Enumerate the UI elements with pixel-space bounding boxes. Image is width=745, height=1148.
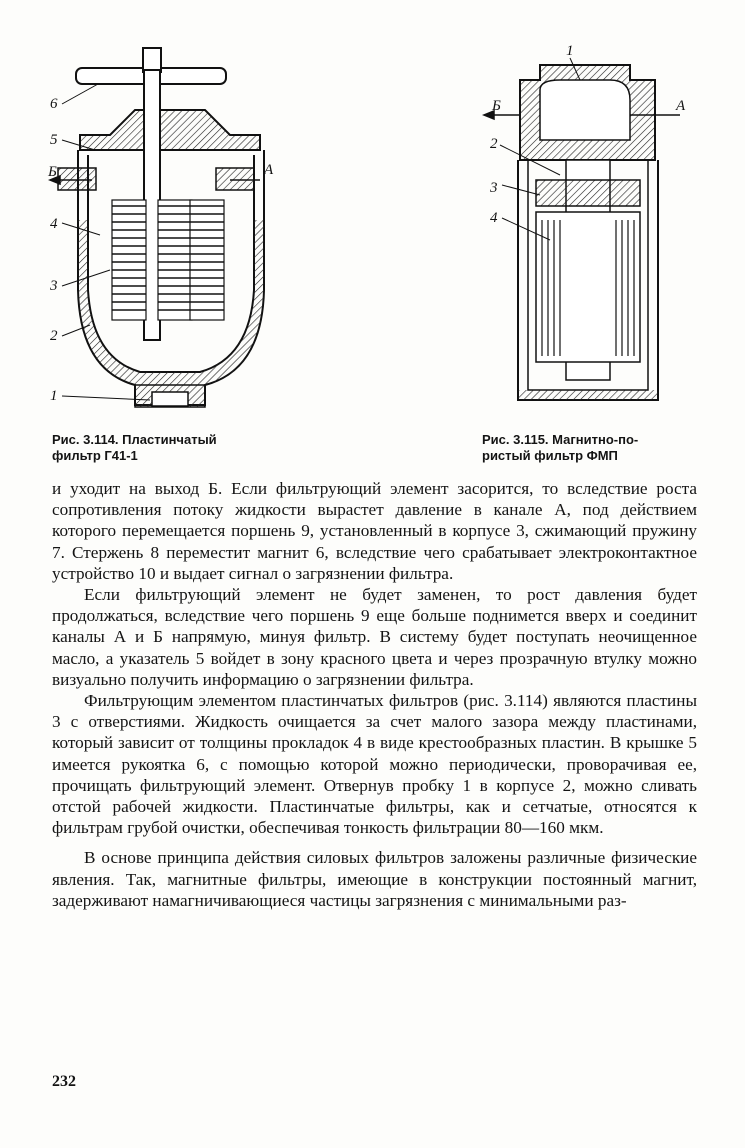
fig115-caption-line2: ристый фильтр ФМП: [482, 448, 618, 463]
fig115-label-a: А: [676, 98, 686, 114]
fig114-label-b: Б: [48, 164, 57, 180]
plate-filter-drawing: [40, 40, 300, 420]
fig114-label-1: 1: [50, 388, 58, 404]
fig115-caption-line1: Рис. 3.115. Магнитно-по-: [482, 432, 639, 447]
fig114-caption-line1: Рис. 3.114. Пластинчатый: [52, 432, 217, 447]
fig115-label-1: 1: [566, 43, 574, 59]
figure-3-115-caption: [482, 432, 638, 464]
fig114-label-6: 6: [50, 96, 58, 112]
fig115-label-4: 4: [490, 210, 498, 226]
body-text: [52, 478, 697, 911]
paragraph-2: Если фильтрующий элемент не будет заменен, то рост давления будет продолжаться, вследствие чего поршень 9 еще больше поднимется вверх и соединит каналы А и Б напрямую, минуя фильтр. В систему будет поступать неочищенное масло, а указатель 5 войдет в зону красного цвета и через прозрачную втулку можно визуально получить информацию о загрязнении фильтра.: [52, 585, 697, 689]
figure-3-114-caption: [52, 432, 217, 464]
figure-3-114: [40, 40, 300, 420]
fig114-label-2: 2: [50, 328, 58, 344]
page-number: 232: [52, 1073, 76, 1090]
magnetic-porous-filter-drawing: [480, 40, 695, 420]
paragraph-3: Фильтрующим элементом пластинчатых фильтров (рис. 3.114) являются пластины 3 с отверстиями. Жидкость очищается за счет малого зазора между пластинами, который зависит от толщины прокладок 4 в виде крестообразных пластин. В крышке 5 имеется рукоятка 6, с помощью которой можно периодически, проворачивая ее, прочищать фильтрующий элемент. Отвернув пробку 1 в корпусе 2, можно сливать отстой рабочей жидкости. Пластинчатые фильтры, как и сетчатые, относятся к фильтрам грубой очистки, обеспечивая тонкость фильтрации 80—160 мкм.: [52, 691, 697, 838]
fig114-label-5: 5: [50, 132, 58, 148]
fig114-label-3: 3: [50, 278, 58, 294]
fig114-caption-line2: фильтр Г41-1: [52, 448, 138, 463]
paragraph-1: и уходит на выход Б. Если фильтрующий элемент засорится, то вследствие роста сопротивления потоку жидкости вырастет давление в канале А, под действием которого перемещается поршень 9, установленный в корпусе 3, сжимающий пружину 7. Стержень 8 переместит магнит 6, вследствие чего срабатывает электроконтактное устройство 10 и выдает сигнал о загрязнении фильтра.: [52, 479, 697, 583]
fig115-label-3: 3: [490, 180, 498, 196]
fig115-label-b: Б: [492, 98, 501, 114]
figure-3-115: [480, 40, 695, 420]
fig114-label-4: 4: [50, 216, 58, 232]
fig114-label-a: А: [264, 162, 274, 178]
fig115-label-2: 2: [490, 136, 498, 152]
paragraph-4: В основе принципа действия силовых фильтров заложены различные физические явления. Так, магнитные фильтры, имеющие в конструкции постоянный магнит, задерживают намагничивающиеся частицы загрязнения с минимальными раз-: [52, 848, 697, 910]
